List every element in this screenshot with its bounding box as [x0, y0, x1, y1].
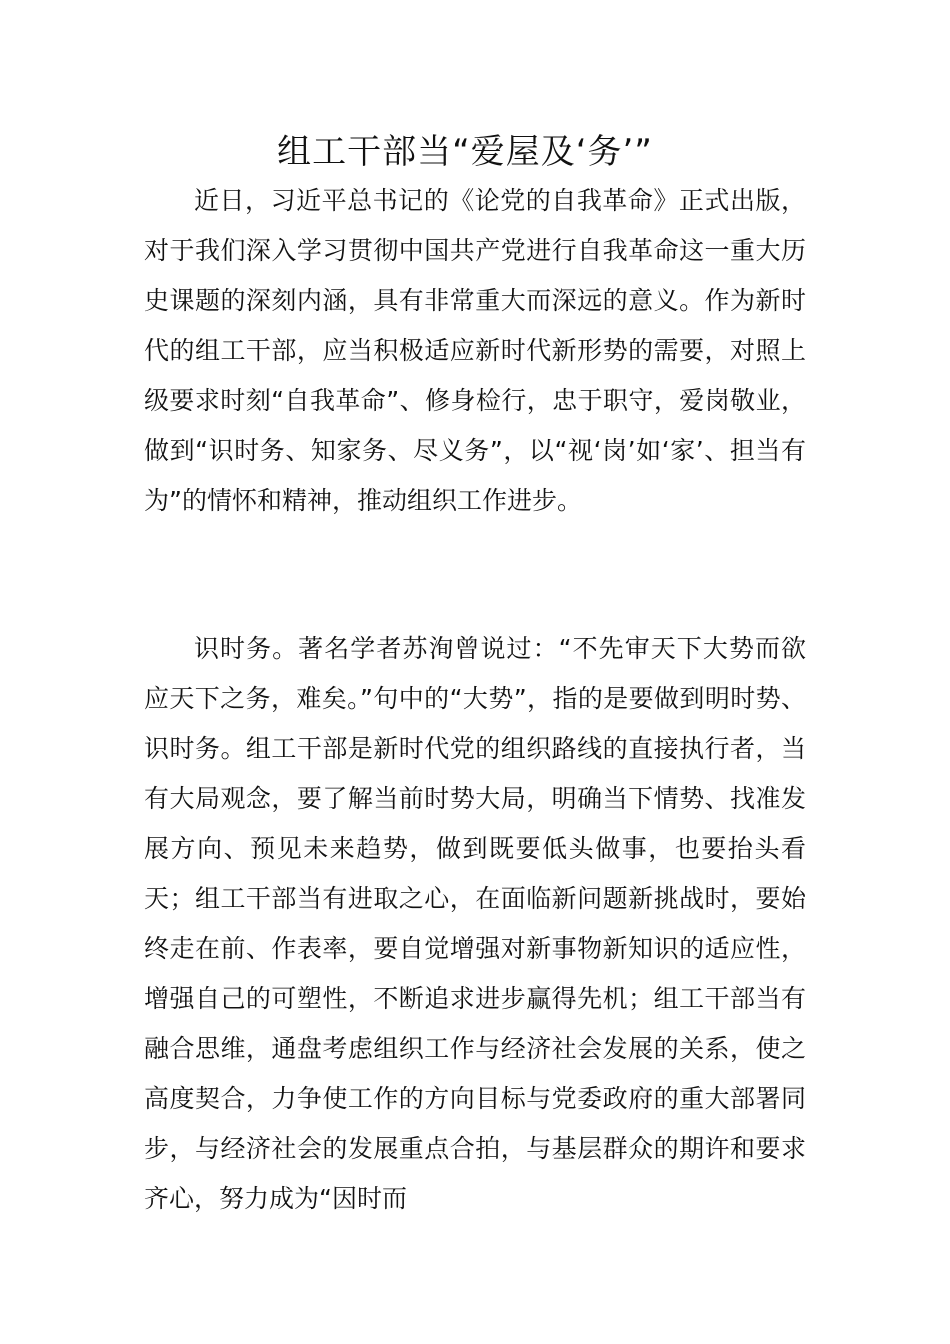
paragraph-shiwu: 识时务。著名学者苏洵曾说过：“不先审天下大势而欲应天下之务，难矣。”句中的“大势”，指的是要做到明时势、识时务。组工干部是新时代党的组织路线的直接执行者，当有大局观念，要了解当前时势大局，明确当下情势、找准发展方向、预见未来趋势，做到既要低头做事，也要抬头看天；组工干部当有进取之心，在面临新问题新挑战时，要始终走在前、作表率，要自觉增强对新事物新知识的适应性，增强自己的可塑性，不断追求进步赢得先机；组工干部当有融合思维，通盘考虑组织工作与经济社会发展的关系，使之高度契合，力争使工作的方向目标与党委政府的重大部署同步，与经济社会的发展重点合拍，与基层群众的期许和要求齐心，努力成为“因时而	[144, 634, 806, 1213]
paragraph-intro: 近日，习近平总书记的《论党的自我革命》正式出版，对于我们深入学习贯彻中国共产党进行自我革命这一重大历史课题的深刻内涵，具有非常重大而深远的意义。作为新时代的组工干部，应当积极适应新时代新形势的需要，对照上级要求时刻“自我革命”、修身检行，忠于职守，爱岗敬业，做到“识时务、知家务、尽义务”，以“视‘岗’如‘家’、担当有为”的情怀和精神，推动组织工作进步。	[144, 186, 806, 515]
document-title: 组工干部当“爱屋及‘务’”	[277, 132, 653, 172]
